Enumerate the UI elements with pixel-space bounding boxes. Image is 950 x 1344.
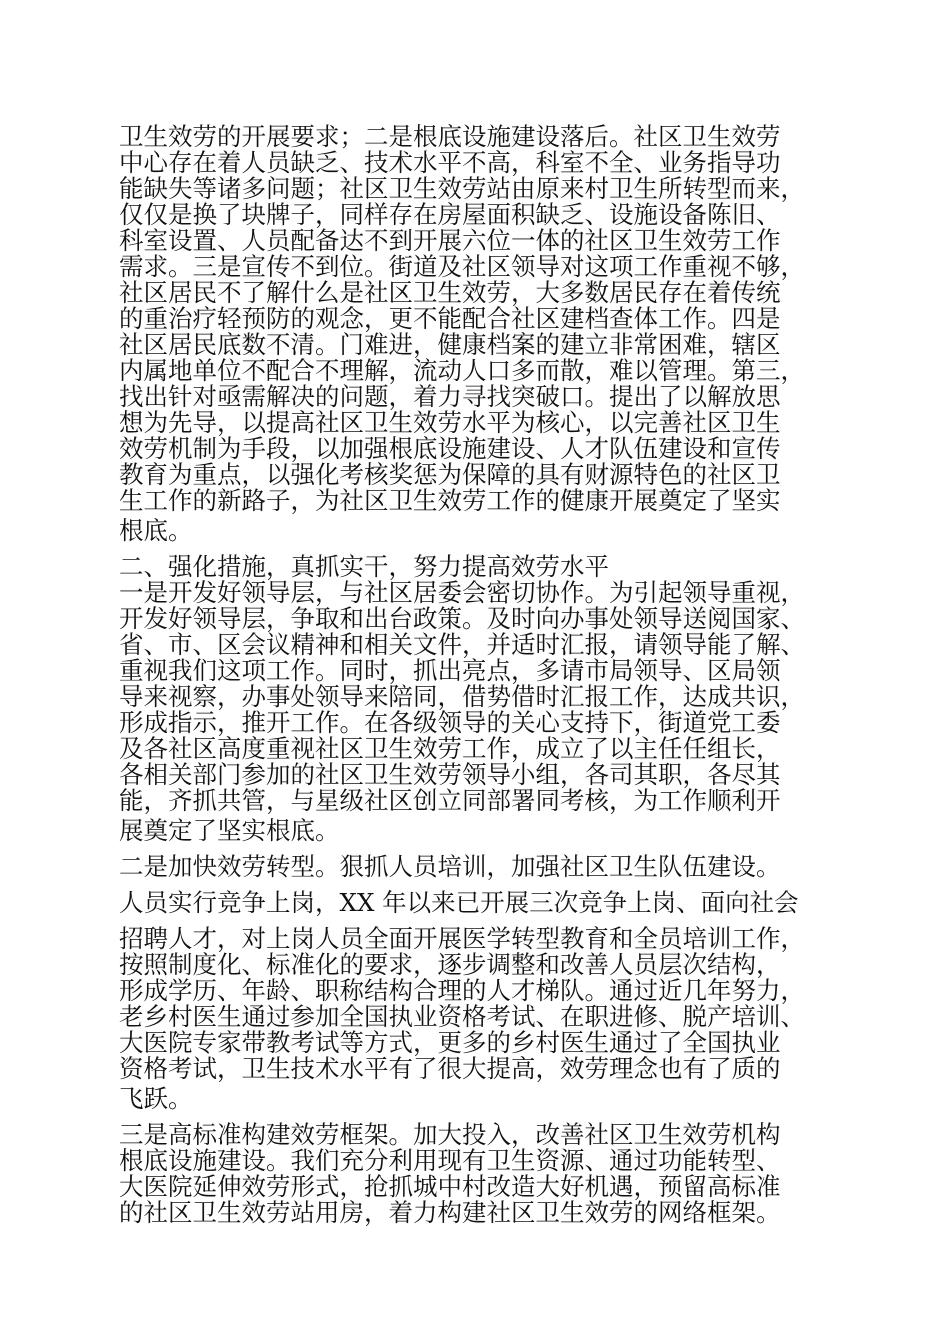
text-line: 导来视察，办事处领导来陪同，借势借时汇报工作，达成共识， bbox=[119, 682, 805, 711]
text-line: 一是开发好领导层，与社区居委会密切协作。为引起领导重视， bbox=[119, 578, 805, 607]
text-line: 飞跃。 bbox=[119, 1084, 193, 1113]
text-line: 各相关部门参加的社区卫生效劳领导小组，各司其职，各尽其 bbox=[119, 760, 781, 789]
text-line: 形成指示，推开工作。在各级领导的关心支持下，街道党工委 bbox=[119, 708, 781, 737]
text-line: 想为先导，以提高社区卫生效劳水平为核心，以完善社区卫生 bbox=[119, 408, 781, 437]
text-line: 教育为重点，以强化考核奖惩为保障的具有财源特色的社区卫 bbox=[119, 460, 781, 489]
text-line: 人员实行竞争上岗，XX 年以来已开展三次竞争上岗、面向社会 bbox=[119, 888, 799, 917]
text-line: 根底。 bbox=[119, 516, 193, 545]
text-line: 卫生效劳的开展要求；二是根底设施建设落后。社区卫生效劳 bbox=[119, 122, 781, 151]
text-line: 社区居民底数不清。门难进，健康档案的建立非常困难，辖区 bbox=[119, 330, 781, 359]
text-line: 形成学历、年龄、职称结构合理的人才梯队。通过近几年努力， bbox=[119, 976, 805, 1005]
text-line: 的社区卫生效劳站用房，着力构建社区卫生效劳的网络框架。 bbox=[119, 1198, 781, 1227]
text-line: 仅仅是换了块牌子，同样存在房屋面积缺乏、设施设备陈旧、 bbox=[119, 200, 781, 229]
text-line: 生工作的新路子，为社区卫生效劳工作的健康开展奠定了坚实 bbox=[119, 486, 781, 515]
text-line: 大医院延伸效劳形式，抢抓城中村改造大好机遇，预留高标准 bbox=[119, 1172, 781, 1201]
text-line: 社区居民不了解什么是社区卫生效劳，大多数居民存在着传统 bbox=[119, 278, 781, 307]
text-line: 大医院专家带教考试等方式，更多的乡村医生通过了全国执业 bbox=[119, 1028, 781, 1057]
text-line: 开发好领导层，争取和出台政策。及时向办事处领导送阅国家、 bbox=[119, 604, 805, 633]
text-line: 根底设施建设。我们充分利用现有卫生资源、通过功能转型、 bbox=[119, 1146, 781, 1175]
text-line: 及各社区高度重视社区卫生效劳工作，成立了以主任任组长， bbox=[119, 734, 781, 763]
section-heading: 二、强化措施，真抓实干，努力提高效劳水平 bbox=[119, 552, 609, 581]
text-line: 重视我们这项工作。同时，抓出亮点，多请市局领导、区局领 bbox=[119, 656, 781, 685]
text-line: 能，齐抓共管，与星级社区创立同部署同考核，为工作顺利开 bbox=[119, 786, 781, 815]
text-line: 三是高标准构建效劳框架。加大投入，改善社区卫生效劳机构 bbox=[119, 1120, 781, 1149]
text-line: 找出针对亟需解决的问题，着力寻找突破口。提出了以解放思 bbox=[119, 382, 781, 411]
text-line: 展奠定了坚实根底。 bbox=[119, 816, 340, 845]
text-line: 能缺失等诸多问题；社区卫生效劳站由原来村卫生所转型而来， bbox=[119, 174, 805, 203]
text-line: 科室设置、人员配备达不到开展六位一体的社区卫生效劳工作 bbox=[119, 226, 781, 255]
text-line: 招聘人才，对上岗人员全面开展医学转型教育和全员培训工作， bbox=[119, 924, 805, 953]
text-line: 内属地单位不配合不理解，流动人口多而散，难以管理。第三， bbox=[119, 356, 805, 385]
text-line: 中心存在着人员缺乏、技术水平不高，科室不全、业务指导功 bbox=[119, 148, 781, 177]
text-line: 需求。三是宣传不到位。街道及社区领导对这项工作重视不够， bbox=[119, 252, 805, 281]
text-line: 资格考试，卫生技术水平有了很大提高，效劳理念也有了质的 bbox=[119, 1054, 781, 1083]
text-line: 老乡村医生通过参加全国执业资格考试、在职进修、脱产培训、 bbox=[119, 1002, 805, 1031]
text-line: 二是加快效劳转型。狠抓人员培训，加强社区卫生队伍建设。 bbox=[119, 852, 781, 881]
text-line: 按照制度化、标准化的要求，逐步调整和改善人员层次结构， bbox=[119, 950, 781, 979]
text-line: 省、市、区会议精神和相关文件，并适时汇报，请领导能了解、 bbox=[119, 630, 805, 659]
text-line: 效劳机制为手段，以加强根底设施建设、人才队伍建设和宣传 bbox=[119, 434, 781, 463]
text-line: 的重治疗轻预防的观念，更不能配合社区建档查体工作。四是 bbox=[119, 304, 781, 333]
